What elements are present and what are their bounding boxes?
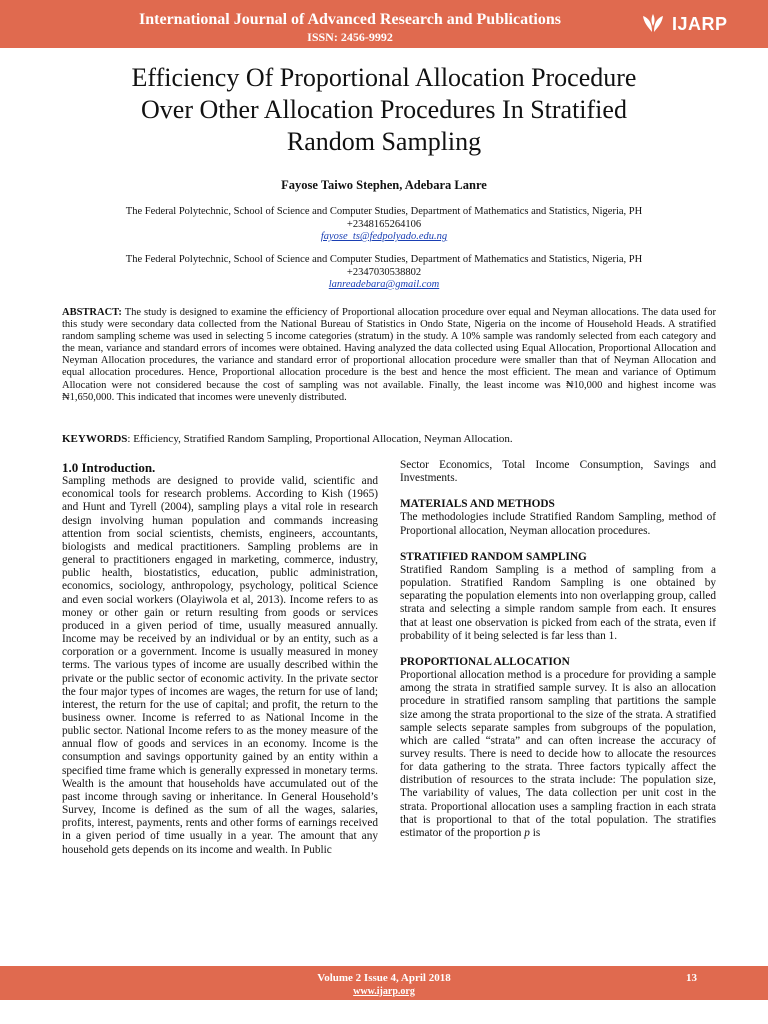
left-column xyxy=(62,459,378,857)
affiliation-2 xyxy=(90,254,678,292)
paper-title xyxy=(40,62,728,158)
proportional-tail: is xyxy=(529,826,541,839)
author-list: Fayose Taiwo Stephen, Adebara Lanre xyxy=(281,178,487,192)
volume-label: Volume 2 Issue 4, April 2018 xyxy=(317,972,451,984)
intro-continuation: Sector Economics, Total Income Consumption, Savings and Investments. xyxy=(400,459,716,485)
website-link[interactable]: www.ijarp.org xyxy=(353,986,415,997)
logo-text: IJARP xyxy=(672,13,728,34)
stratified-paragraph: Stratified Random Sampling is a method of sampling from a population. Stratified Random Sampling is one obtained by separating the population elements into non overlapping group, called strata and selecting a simple random sample from each. It ensures that at least one observation is picked from each of the strata, even if probability of it being selected is far less than 1. xyxy=(400,563,716,642)
abstract-text: The study is designed to examine the efficiency of Proportional allocation procedure over equal and Neyman allocations. The data used for this study were secondary data collected from the National Bureau of Statistics in Ondo State, Nigeria on the income of Household Heads. A stratified random sampling scheme was used in selecting 5 income categories (stratum) in the study. A 10% sample was randomly selected from each category and the mean, variance and standard errors of incomes were obtained. Having analyzed the data collected using Equal Allocation, Proportional Allocation and Neyman Allocation procedures, the variance and standard error of proportional allocation procedure were smaller than that of Neyman Allocation and equal allocation procedures. Hence, Proportional allocation procedure is the best and hence the most efficient. The mean and variance of Optimum Allocation were not considered because the cost of sampling was not available. Finally, the least income was ₦10,000 and highest income was ₦1,650,000. This indicated that incomes were unevenly distributed. xyxy=(62,307,716,403)
keywords-label: KEYWORDS xyxy=(62,433,128,445)
intro-paragraph: Sampling methods are designed to provide valid, scientific and economical tools for research problems. According to Kish (1965) and Hunt and Tyrell (2004), sampling plays a vital role in research design involving human population and commands increasing attention from social scientists, chemists, engineers, accountants, biologists and medical practitioners. Sampling problems are in general to practitioners engaged in marketing, commerce, industry, public health, biostatistics, education, public administration, economics, sociology, anthropology, psychology, political Science and even social workers (Olayiwola et al, 2013). Income refers to as money or other gain or return resulting from goods or services produced in a given period of time, usually measured annually. Income may be received by an individual or by an entity, such as a corporation or a government. Income is usually measured in money terms. The various types of income are usually described within the private or the public sector of economic activity. In the private sector the four major types of incomes are wages, the return for use of land; interest, the return for the use of capital; and profit, the return to the business owner. Income is referred to as National Income in the public sector. National Income refers to as the money measure of the annual flow of goods and services in an economy. Income is the consumption and savings opportunity gained by an entity within a specified time frame which is generally expressed in monetary terms. Wealth is the amount that households have accumulated out of the past income through saving or inheritance. In General Household’s Survey, Income is defined as the sum of all the wages, salaries, profits, interest, payments, rents and other forms of earnings received in a given period of time usually in a year. The amount that any household gets depends on its income and wealth. In Public xyxy=(62,475,378,856)
author-email-link[interactable]: fayose_ts@fedpolyado.edu.ng xyxy=(320,231,448,242)
section-heading: 1.0 Introduction. xyxy=(62,460,156,475)
section-heading: MATERIALS AND METHODS xyxy=(400,498,555,511)
proportional-text: Proportional allocation method is a procedure for providing a sample among the strata in stratified sample survey. It is also an allocation procedure in stratified ransom sampling that partitions the sample size among the strata proportional to the size of the strata. A stratified sample selects separate samples from subgroups of the population, which are called “strata” and can often increase the accuracy of survey results. There is need to decide how to allocate the resources for data gathering to the strata. Three factors typically affect the distribution of resources to the strata include: The population size, The variability of values, The data collection per unit cost in the strata. Proportional allocation uses a sampling fraction in each strata that is proportional to that of the total population. The stratifies estimator of the proportion xyxy=(400,669,716,839)
materials-paragraph: The methodologies include Stratified Random Sampling, method of Proportional allocation, Neyman allocation procedures. xyxy=(400,511,716,537)
leaf-logo-icon xyxy=(640,12,666,36)
title-line: Over Other Allocation Procedures In Stratified xyxy=(141,95,627,124)
journal-header xyxy=(0,0,768,48)
title-line: Random Sampling xyxy=(286,127,482,156)
affiliation-phone: +2348165264106 xyxy=(346,218,422,230)
keywords-text: : Efficiency, Stratified Random Sampling, Proportional Allocation, Neyman Allocation. xyxy=(127,433,513,445)
issn-label: ISSN: 2456-9992 xyxy=(307,30,393,44)
proportion-symbol: p xyxy=(524,826,530,839)
affiliation-text: The Federal Polytechnic, School of Science and Computer Studies, Department of Mathematics and Statistics, Nigeria, PH xyxy=(125,254,643,265)
abstract xyxy=(62,307,716,404)
affiliation-phone: +2347030538802 xyxy=(346,266,422,278)
page-number: 13 xyxy=(686,972,697,984)
affiliation-1 xyxy=(90,206,678,244)
author-email-link[interactable]: lanreadebara@gmail.com xyxy=(328,279,440,290)
title-line: Efficiency Of Proportional Allocation Procedure xyxy=(131,63,637,92)
abstract-label: ABSTRACT: xyxy=(62,307,122,318)
proportional-paragraph xyxy=(400,669,716,840)
affiliation-text: The Federal Polytechnic, School of Science and Computer Studies, Department of Mathematics and Statistics, Nigeria, PH xyxy=(125,206,643,217)
section-heading: STRATIFIED RANDOM SAMPLING xyxy=(400,550,587,563)
keywords xyxy=(62,433,716,446)
journal-title: International Journal of Advanced Research and Publications xyxy=(139,11,561,28)
section-heading: PROPORTIONAL ALLOCATION xyxy=(400,655,570,668)
right-column xyxy=(400,459,716,840)
journal-logo xyxy=(640,12,728,36)
journal-footer xyxy=(0,966,768,1000)
